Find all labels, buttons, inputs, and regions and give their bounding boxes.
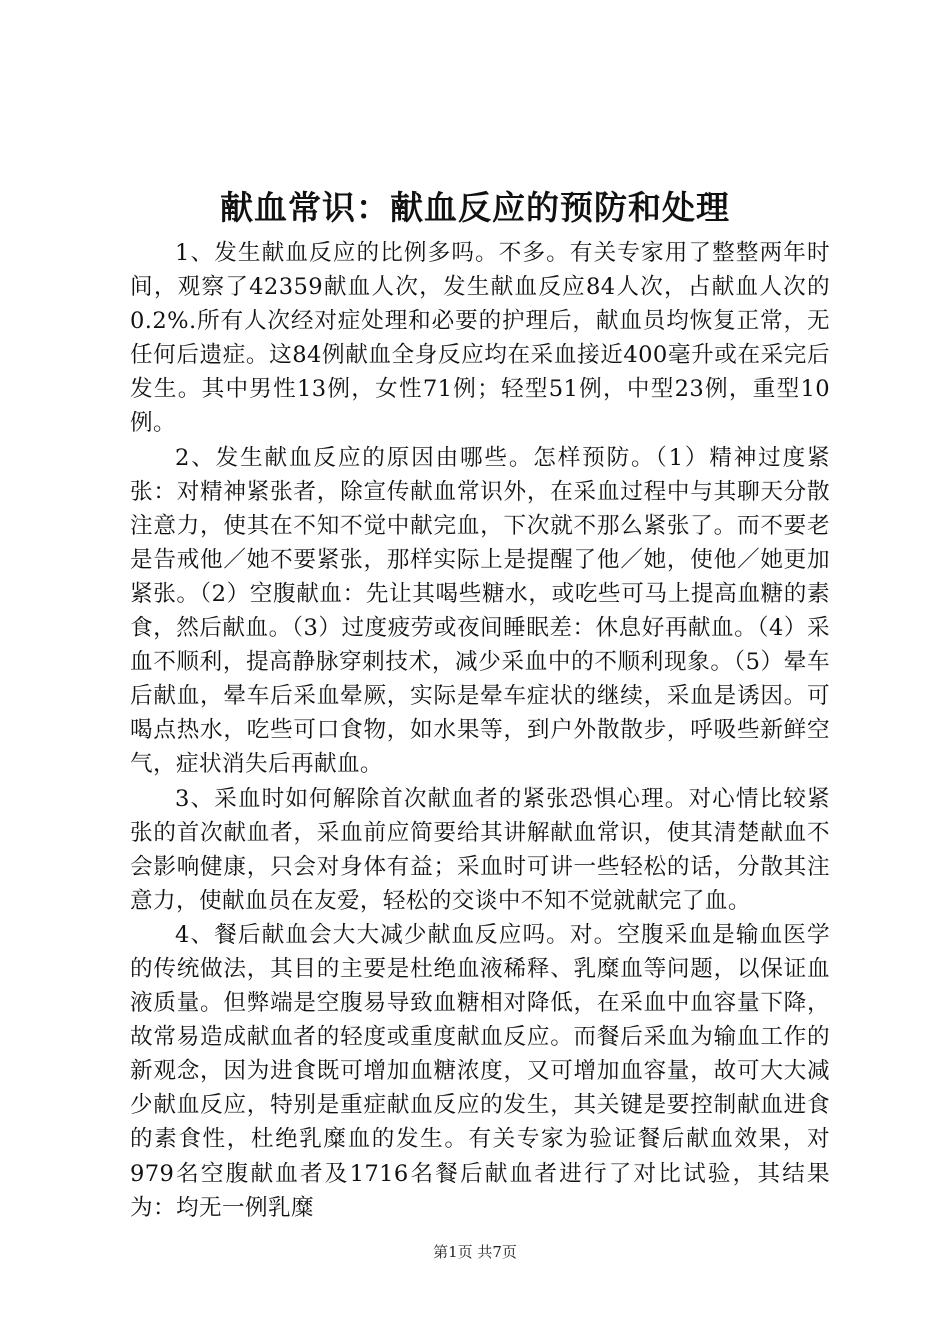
page-number-footer: 第1页 共7页 — [433, 1243, 517, 1261]
document-title: 献血常识：献血反应的预防和处理 — [220, 188, 730, 227]
paragraph-3: 3、采血时如何解除首次献血者的紧张恐惧心理。对心情比较紧张的首次献血者，采血前应简要给其讲解献血常识，使其清楚献血不会影响健康，只会对身体有益；采血时可讲一些轻松的话，分散其注意力，使献血员在友爱，轻松的交谈中不知不觉就献完了血。 — [130, 785, 830, 914]
paragraph-1: 1、发生献血反应的比例多吗。不多。有关专家用了整整两年时间，观察了42359献血人次，发生献血反应84人次，占献血人次的0.2%.所有人次经对症处理和必要的护理后，献血员均恢复正常，无任何后遗症。这84例献血全身反应均在采血接近400毫升或在采完后发生。其中男性13例，女性71例；轻型51例，中型23例，重型10例。 — [130, 240, 830, 437]
document-body — [130, 236, 830, 1225]
paragraph-2: 2、发生献血反应的原因由哪些。怎样预防。（1）精神过度紧张：对精神紧张者，除宣传献血常识外，在采血过程中与其聊天分散注意力，使其在不知不觉中献完血，下次就不那么紧张了。而不要老是告戒他／她不要紧张，那样实际上是提醒了他／她，使他／她更加紧张。（2）空腹献血：先让其喝些糖水，或吃些可马上提高血糖的素食，然后献血。（3）过度疲劳或夜间睡眠差：休息好再献血。（4）采血不顺利，提高静脉穿刺技术，减少采血中的不顺利现象。（5）晕车后献血，晕车后采血晕厥，实际是晕车症状的继续，采血是诱因。可喝点热水，吃些可口食物，如水果等，到户外散散步，呼吸些新鲜空气，症状消失后再献血。 — [130, 444, 830, 778]
paragraph-4: 4、餐后献血会大大减少献血反应吗。对。空腹采血是输血医学的传统做法，其目的主要是杜绝血液稀释、乳糜血等问题，以保证血液质量。但弊端是空腹易导致血糖相对降低，在采血中血容量下降，故常易造成献血者的轻度或重度献血反应。而餐后采血为输血工作的新观念，因为进食既可增加血糖浓度，又可增加血容量，故可大大减少献血反应，特别是重症献血反应的发生，其关键是要控制献血进食的素食性，杜绝乳糜血的发生。有关专家为验证餐后献血效果，对979名空腹献血者及1716名餐后献血者进行了对比试验，其结果为：均无一例乳糜 — [130, 921, 830, 1221]
